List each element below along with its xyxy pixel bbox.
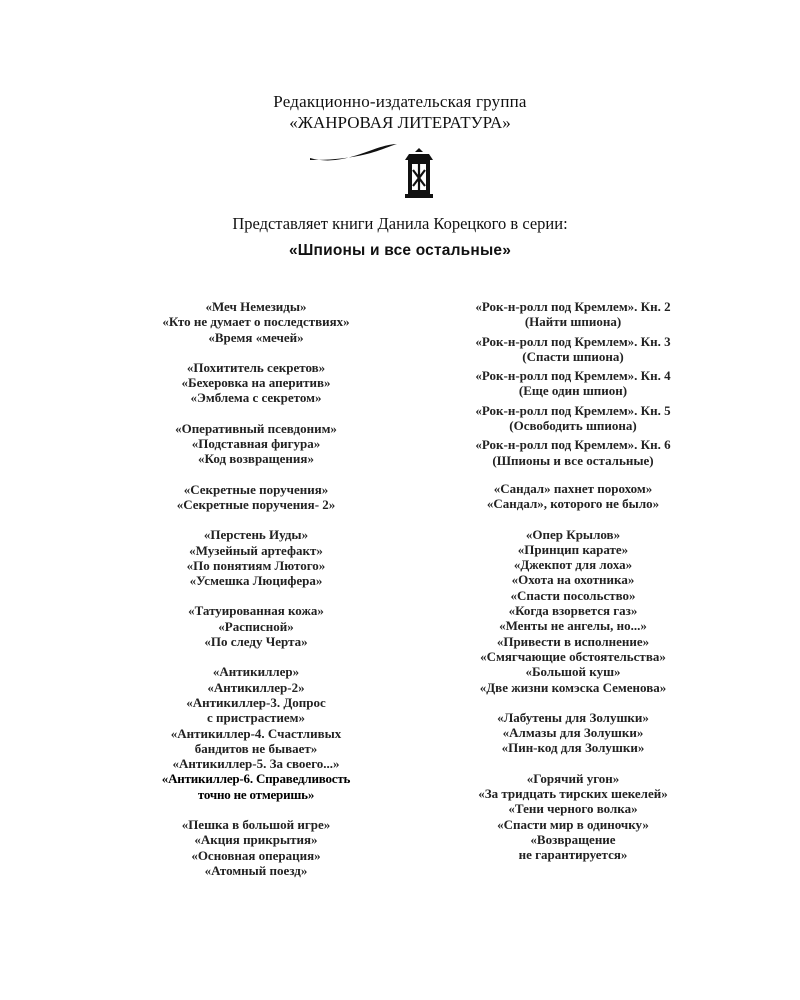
book-title: «Кто не думает о последствиях» [162, 314, 350, 330]
book-title: «Меч Немезиды» [205, 299, 307, 314]
book-title: «Секретные поручения» [183, 481, 329, 497]
book-title: «Опер Крылов» [525, 526, 621, 542]
group-spacer [413, 472, 733, 481]
book-title: «Тени черного волка» [508, 801, 638, 817]
book-title: «Две жизни комэска Семенова» [479, 679, 667, 695]
book-title: «По понятиям Лютого» [186, 557, 326, 573]
book-title: «Антикиллер-2» [207, 679, 305, 695]
book-title: (Освободить шпиона) [509, 418, 637, 434]
book-title: «Музейный артефакт» [189, 542, 323, 558]
book-title: «Похититель секретов» [186, 359, 326, 375]
book-title: «Рок-н-ролл под Кремлем». Кн. 6 [475, 437, 671, 453]
book-group [413, 299, 733, 330]
book-title: «Перстень Иуды» [203, 527, 309, 543]
book-title: «Основная операция» [191, 847, 321, 863]
book-title: «Менты не ангелы, но...» [499, 618, 647, 634]
publisher-name-line1: Редакционно-издательская группа [273, 92, 527, 111]
book-group [96, 603, 416, 649]
book-title: «Алмазы для Золушки» [502, 725, 644, 741]
book-title: «Лабутены для Золушки» [497, 709, 649, 725]
book-title: «Подставная фигура» [191, 436, 321, 452]
book-title: «Эмблема с секретом» [190, 390, 322, 406]
book-title: бандитов не бывает» [194, 740, 318, 756]
left-book-list [96, 299, 416, 893]
book-group [96, 817, 416, 878]
book-title: «Охота на охотника» [511, 572, 635, 588]
book-title: «Атомный поезд» [204, 862, 308, 878]
book-group [413, 368, 733, 399]
book-title: точно не отмеришь» [197, 786, 315, 802]
book-title: (Еще один шпион) [518, 383, 628, 399]
book-group [96, 299, 416, 345]
book-group [413, 771, 733, 863]
intro-text: Представляет книги Данила Корецкого в серии: [232, 214, 568, 233]
book-title: (Спасти шпиона) [522, 348, 624, 364]
book-group [96, 482, 416, 513]
book-title: «Рок-н-ролл под Кремлем». Кн. 2 [475, 299, 671, 314]
book-title: «Рок-н-ролл под Кремлем». Кн. 5 [475, 402, 671, 418]
book-title: (Шпионы и все остальные) [492, 452, 654, 468]
book-title: «Принцип карате» [517, 541, 629, 557]
book-title: «Горячий угон» [526, 770, 620, 786]
book-title: (Найти шпиона) [524, 314, 622, 330]
series-title: «Шпионы и все остальные» [288, 242, 512, 259]
book-title: «Акция прикрытия» [194, 832, 318, 848]
book-title: «Рок-н-ролл под Кремлем». Кн. 4 [475, 368, 671, 384]
book-title: «Джекпот для лоха» [513, 557, 633, 573]
book-title: «Антикиллер-3. Допрос [186, 694, 326, 710]
book-title: «Усмешка Люцифера» [189, 573, 323, 589]
book-title: «Смягчающие обстоятельства» [480, 648, 666, 664]
book-group [96, 360, 416, 406]
book-title: «Спасти мир в одиночку» [497, 816, 649, 832]
book-title: «Возвращение [530, 831, 616, 847]
book-title: «Антикиллер-4. Счастливых [170, 725, 342, 741]
book-group [413, 481, 733, 512]
book-title: «По следу Черта» [204, 634, 308, 650]
lantern-icon [305, 138, 445, 208]
book-title: «Антикиллер-6. Справедливость [161, 771, 351, 787]
book-group [96, 421, 416, 467]
book-title: «Антикиллер-5. За своего...» [172, 756, 340, 772]
book-group [413, 403, 733, 434]
book-group [413, 334, 733, 365]
book-title: «Время «мечей» [208, 329, 304, 345]
book-title: «Сандал», которого не было» [486, 496, 660, 512]
book-title: «Большой куш» [525, 664, 621, 680]
book-title: «Бехеровка на аперитив» [181, 375, 331, 391]
book-title: «За тридцать тирских шекелей» [478, 786, 668, 802]
book-title: «Спасти посольство» [510, 587, 636, 603]
book-group [96, 664, 416, 802]
book-title: с пристрастием» [206, 710, 306, 726]
book-title: «Пин-код для Золушки» [501, 740, 645, 756]
book-title: «Когда взорвется газ» [508, 603, 638, 619]
book-group [413, 527, 733, 695]
book-title: «Рок-н-ролл под Кремлем». Кн. 3 [475, 333, 671, 349]
book-title: «Оперативный псевдоним» [175, 420, 337, 436]
book-title: «Секретные поручения- 2» [176, 496, 336, 512]
book-title: «Антикиллер» [212, 664, 300, 680]
book-title: «Сандал» пахнет порохом» [493, 480, 653, 496]
book-title: «Привести в исполнение» [496, 633, 650, 649]
publisher-name-line2: «ЖАНРОВАЯ ЛИТЕРАТУРА» [289, 113, 511, 132]
book-title: «Расписной» [218, 618, 294, 634]
book-title: «Татуированная кожа» [188, 603, 324, 619]
book-title: «Код возвращения» [198, 451, 314, 467]
book-group [96, 527, 416, 588]
book-title: «Пешка в большой игре» [181, 817, 331, 833]
right-book-list [413, 299, 733, 878]
book-group [413, 437, 733, 468]
book-group [413, 710, 733, 756]
book-title: не гарантируется» [518, 847, 628, 863]
